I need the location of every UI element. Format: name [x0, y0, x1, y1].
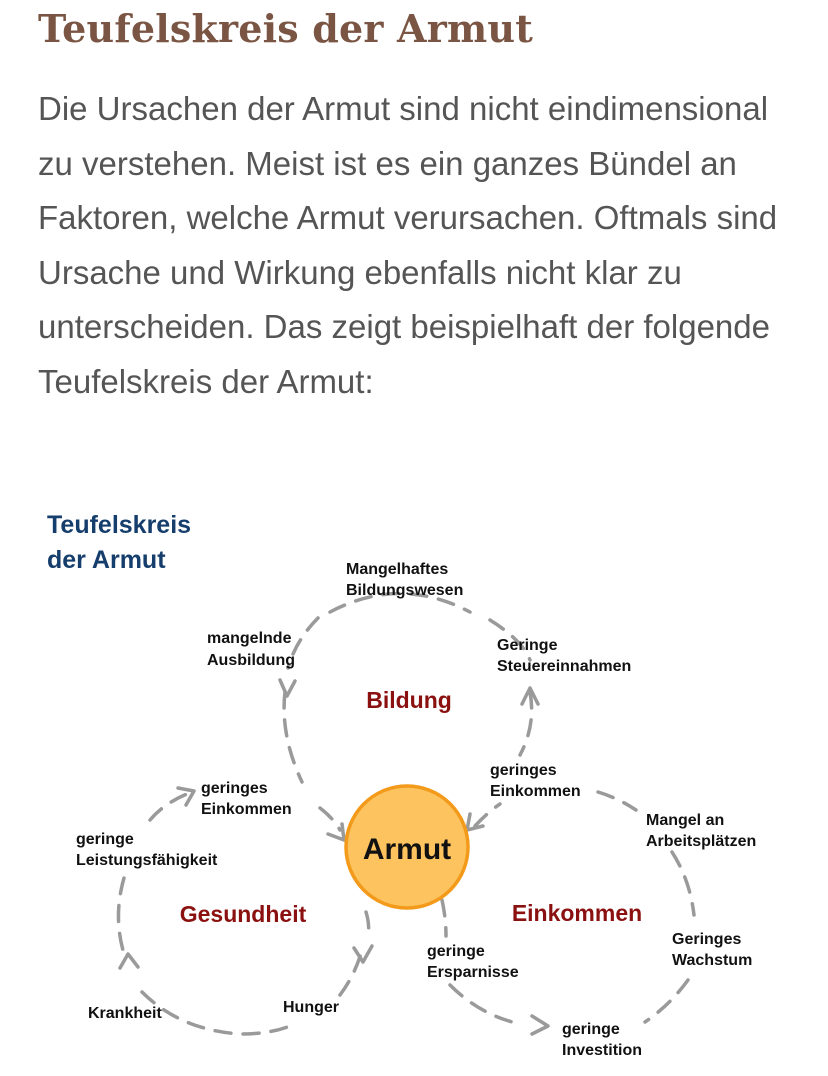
diagram-title-line2: der Armut — [47, 546, 166, 574]
svg-text:Investition: Investition — [562, 1042, 643, 1059]
node-geringe-steuereinnahmen — [497, 637, 631, 675]
node-mangelhaftes-bildungswesen — [346, 561, 463, 599]
svg-text:Ersparnisse: Ersparnisse — [427, 964, 519, 981]
arrow-krankheit — [120, 954, 138, 968]
node-hunger: Hunger — [283, 999, 339, 1016]
node-geringe-ersparnisse — [427, 943, 519, 981]
poverty-cycle-diagram — [0, 490, 828, 1076]
arrow-hunger — [354, 946, 372, 962]
svg-text:geringe: geringe — [76, 831, 134, 848]
node-geringes-einkommen-left — [201, 780, 292, 818]
node-krankheit: Krankheit — [88, 1005, 162, 1022]
bildung-arc-to-center — [320, 808, 340, 830]
svg-text:Steuereinnahmen: Steuereinnahmen — [497, 658, 632, 675]
node-geringe-investition — [562, 1021, 642, 1059]
svg-text:Geringe: Geringe — [497, 637, 558, 654]
svg-text:geringes: geringes — [201, 780, 268, 797]
bildung-arc-left — [284, 692, 302, 782]
page-title: Teufelskreis der Armut — [38, 6, 533, 51]
svg-text:Bildungswesen: Bildungswesen — [346, 582, 464, 599]
gesundheit-arc-from-center — [366, 912, 369, 938]
einkommen-arc-right-lower — [645, 980, 688, 1022]
svg-text:Geringes: Geringes — [672, 931, 742, 948]
node-geringes-wachstum — [672, 931, 752, 969]
einkommen-arc-upper — [598, 792, 636, 810]
svg-text:geringe: geringe — [562, 1021, 620, 1038]
svg-text:geringes: geringes — [490, 762, 557, 779]
einkommen-arc-right-upper — [672, 852, 694, 915]
svg-text:geringe: geringe — [427, 943, 485, 960]
arrow-ausbildung — [280, 680, 295, 696]
category-einkommen: Einkommen — [511, 900, 643, 926]
arrow-to-armut-left — [328, 824, 344, 840]
node-mangel-an-arbeitsplaetzen — [646, 812, 756, 850]
svg-text:Wachstum: Wachstum — [672, 952, 753, 969]
einkommen-arc-bottom — [450, 985, 520, 1024]
gesundheit-arc-left — [118, 878, 126, 960]
bildung-arc-from-center — [475, 804, 500, 826]
svg-text:Arbeitsplätzen: Arbeitsplätzen — [646, 833, 757, 850]
svg-text:Einkommen: Einkommen — [201, 801, 292, 818]
gesundheit-arc-bottom — [142, 992, 290, 1034]
arrow-investition — [532, 1016, 548, 1034]
svg-text:Leistungsfähigkeit: Leistungsfähigkeit — [76, 852, 218, 869]
diagram-title-line1: Teufelskreis — [47, 511, 192, 539]
armut-center-label: Armut — [362, 833, 452, 866]
svg-text:Einkommen: Einkommen — [490, 783, 581, 800]
category-gesundheit: Gesundheit — [179, 901, 307, 927]
node-geringes-einkommen-right — [490, 762, 581, 800]
category-bildung: Bildung — [366, 687, 452, 713]
svg-text:mangelnde: mangelnde — [207, 630, 292, 647]
node-geringe-leistungsfaehigkeit — [76, 831, 218, 869]
node-mangelnde-ausbildung — [207, 630, 295, 669]
svg-text:Ausbildung: Ausbildung — [207, 652, 295, 669]
einkommen-arc-from-center — [442, 900, 446, 936]
svg-text:Mangel an: Mangel an — [646, 812, 725, 829]
intro-paragraph: Die Ursachen der Armut sind nicht eindimensional zu verstehen. Meist ist es ein ganzes Bündel an Faktoren, welche Armut verursachen. Oftmals sind Ursache und Wirkung ebenfalls nicht klar zu unterscheiden. Das zeigt beispielhaft der folgende Teufelskreis der Armut: — [38, 90, 778, 400]
svg-text:Mangelhaftes: Mangelhaftes — [346, 561, 449, 578]
